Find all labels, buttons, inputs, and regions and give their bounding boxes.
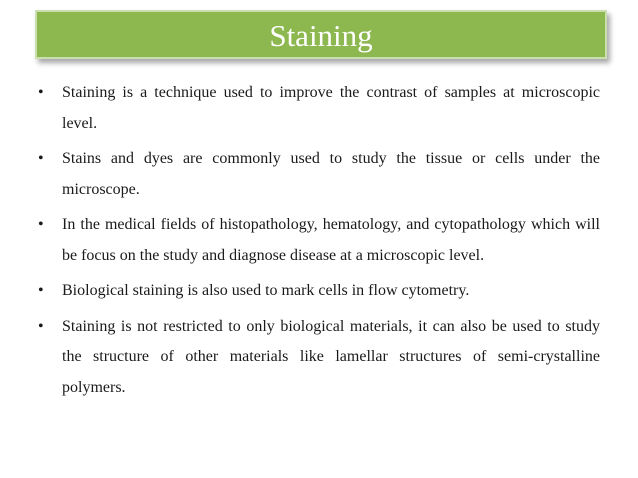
bullet-text: Staining is not restricted to only biological materials, it can also be used to study the structure of other materials like lamellar structures of semi-crystalline polymers. [62, 317, 600, 396]
bullet-list [38, 78, 600, 408]
bullet-icon: • [38, 150, 44, 167]
bullet-text: Biological staining is also used to mark cells in flow cytometry. [62, 282, 470, 299]
bullet-item [38, 312, 600, 404]
title-banner [35, 10, 607, 59]
bullet-text: Stains and dyes are commonly used to study the tissue or cells under the microscope. [62, 150, 600, 198]
bullet-text: In the medical fields of histopathology, hematology, and cytopathology which will be focus on the study and diagnose disease at a microscopic level. [62, 216, 600, 264]
slide-title: Staining [269, 18, 373, 53]
bullet-text: Staining is a technique used to improve the contrast of samples at microscopic level. [62, 84, 600, 132]
bullet-icon: • [38, 317, 44, 335]
bullet-icon: • [38, 216, 44, 233]
bullet-item [38, 210, 600, 271]
bullet-item [38, 78, 600, 139]
bullet-item [38, 144, 600, 205]
bullet-item [38, 276, 600, 307]
bullet-icon: • [38, 282, 44, 299]
bullet-icon: • [38, 84, 44, 101]
